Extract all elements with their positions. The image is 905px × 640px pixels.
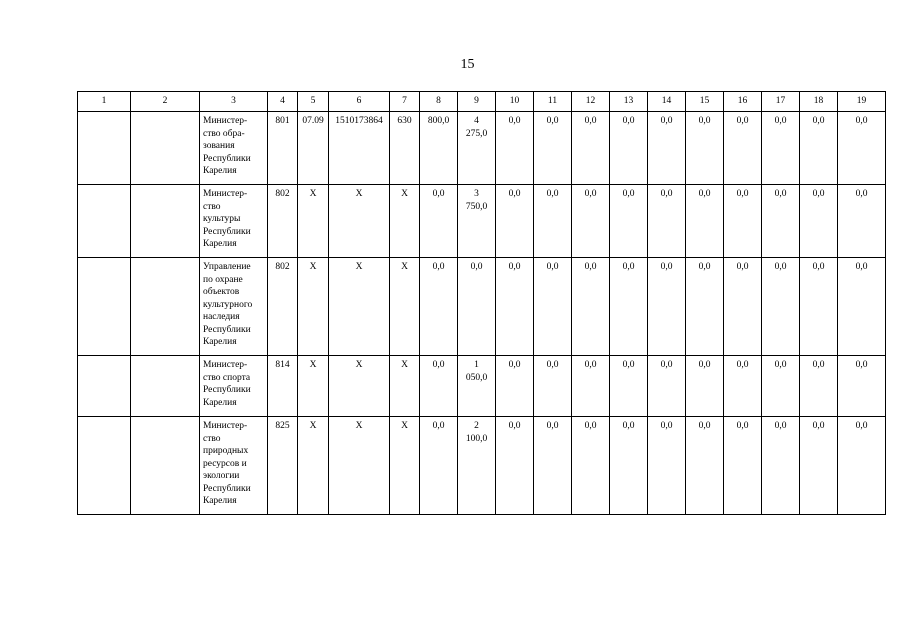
amount-cell: 4 275,0 <box>458 112 496 185</box>
value-cell: 0,0 <box>610 185 648 258</box>
value-cell: 0,0 <box>648 417 686 515</box>
value-cell: 0,0 <box>838 356 886 417</box>
value-cell: 0,0 <box>534 258 572 356</box>
amount-cell: 3 750,0 <box>458 185 496 258</box>
value-cell: 0,0 <box>648 356 686 417</box>
table-row <box>78 112 886 185</box>
value-cell: 0,0 <box>534 417 572 515</box>
value-cell: 0,0 <box>572 185 610 258</box>
amount-cell: 0,0 <box>420 356 458 417</box>
value-cell: 0,0 <box>572 258 610 356</box>
column-header: 6 <box>329 92 390 112</box>
target-article-cell: 1510173864 <box>329 112 390 185</box>
value-cell: 0,0 <box>800 356 838 417</box>
value-cell: 0,0 <box>648 185 686 258</box>
table-row <box>78 185 886 258</box>
value-cell: 0,0 <box>534 185 572 258</box>
value-cell: 0,0 <box>648 258 686 356</box>
value-cell: 0,0 <box>762 417 800 515</box>
expense-type-cell: Х <box>390 185 420 258</box>
column-header: 15 <box>686 92 724 112</box>
value-cell: 0,0 <box>572 417 610 515</box>
header-row <box>78 92 886 112</box>
column-header: 3 <box>200 92 268 112</box>
code-cell: 802 <box>268 185 298 258</box>
value-cell: 0,0 <box>762 258 800 356</box>
col-1-cell <box>78 185 131 258</box>
amount-cell: 0,0 <box>420 185 458 258</box>
table-row <box>78 258 886 356</box>
col-2-cell <box>131 185 200 258</box>
code-cell: 802 <box>268 258 298 356</box>
recipient-name-cell: Управление по охране объектов культурного наследия Республики Карелия <box>200 258 268 356</box>
column-header: 12 <box>572 92 610 112</box>
page-number: 15 <box>460 57 475 72</box>
column-header: 14 <box>648 92 686 112</box>
value-cell: 0,0 <box>724 112 762 185</box>
section-cell: 07.09 <box>298 112 329 185</box>
col-2-cell <box>131 112 200 185</box>
value-cell: 0,0 <box>496 258 534 356</box>
section-cell: Х <box>298 185 329 258</box>
section-cell: Х <box>298 258 329 356</box>
value-cell: 0,0 <box>686 185 724 258</box>
column-header: 9 <box>458 92 496 112</box>
expense-type-cell: Х <box>390 417 420 515</box>
value-cell: 0,0 <box>724 258 762 356</box>
target-article-cell: Х <box>329 258 390 356</box>
col-2-cell <box>131 258 200 356</box>
value-cell: 0,0 <box>724 356 762 417</box>
value-cell: 0,0 <box>724 417 762 515</box>
expense-type-cell: Х <box>390 356 420 417</box>
value-cell: 0,0 <box>686 417 724 515</box>
column-header: 13 <box>610 92 648 112</box>
expense-type-cell: 630 <box>390 112 420 185</box>
recipient-name-cell: Министер- ство природных ресурсов и экологии Республики Карелия <box>200 417 268 515</box>
value-cell: 0,0 <box>762 112 800 185</box>
column-header: 8 <box>420 92 458 112</box>
value-cell: 0,0 <box>496 185 534 258</box>
value-cell: 0,0 <box>800 112 838 185</box>
column-header: 18 <box>800 92 838 112</box>
table-body <box>78 112 886 515</box>
value-cell: 0,0 <box>534 112 572 185</box>
value-cell: 0,0 <box>496 417 534 515</box>
amount-cell: 0,0 <box>458 258 496 356</box>
value-cell: 0,0 <box>800 258 838 356</box>
value-cell: 0,0 <box>572 356 610 417</box>
value-cell: 0,0 <box>496 112 534 185</box>
column-header: 11 <box>534 92 572 112</box>
table-row <box>78 417 886 515</box>
col-1-cell <box>78 258 131 356</box>
code-cell: 801 <box>268 112 298 185</box>
column-header: 5 <box>298 92 329 112</box>
value-cell: 0,0 <box>610 112 648 185</box>
code-cell: 814 <box>268 356 298 417</box>
col-1-cell <box>78 356 131 417</box>
value-cell: 0,0 <box>610 356 648 417</box>
column-header: 7 <box>390 92 420 112</box>
column-header: 17 <box>762 92 800 112</box>
value-cell: 0,0 <box>534 356 572 417</box>
value-cell: 0,0 <box>762 356 800 417</box>
value-cell: 0,0 <box>686 356 724 417</box>
value-cell: 0,0 <box>686 112 724 185</box>
recipient-name-cell: Министер- ство спорта Республики Карелия <box>200 356 268 417</box>
amount-cell: 1 050,0 <box>458 356 496 417</box>
value-cell: 0,0 <box>838 112 886 185</box>
value-cell: 0,0 <box>800 417 838 515</box>
column-header: 1 <box>78 92 131 112</box>
column-header: 2 <box>131 92 200 112</box>
target-article-cell: Х <box>329 185 390 258</box>
value-cell: 0,0 <box>838 185 886 258</box>
recipient-name-cell: Министер- ство культуры Республики Карелия <box>200 185 268 258</box>
value-cell: 0,0 <box>838 258 886 356</box>
column-header: 19 <box>838 92 886 112</box>
amount-cell: 0,0 <box>420 258 458 356</box>
col-1-cell <box>78 417 131 515</box>
value-cell: 0,0 <box>572 112 610 185</box>
value-cell: 0,0 <box>724 185 762 258</box>
amount-cell: 2 100,0 <box>458 417 496 515</box>
column-header: 10 <box>496 92 534 112</box>
section-cell: Х <box>298 417 329 515</box>
value-cell: 0,0 <box>610 417 648 515</box>
col-2-cell <box>131 417 200 515</box>
budget-table <box>77 91 886 515</box>
recipient-name-cell: Министер- ство обра- зования Республики Карелия <box>200 112 268 185</box>
value-cell: 0,0 <box>686 258 724 356</box>
col-1-cell <box>78 112 131 185</box>
table-row <box>78 356 886 417</box>
code-cell: 825 <box>268 417 298 515</box>
target-article-cell: Х <box>329 356 390 417</box>
column-header: 16 <box>724 92 762 112</box>
amount-cell: 0,0 <box>420 417 458 515</box>
value-cell: 0,0 <box>610 258 648 356</box>
value-cell: 0,0 <box>496 356 534 417</box>
col-2-cell <box>131 356 200 417</box>
expense-type-cell: Х <box>390 258 420 356</box>
value-cell: 0,0 <box>800 185 838 258</box>
value-cell: 0,0 <box>648 112 686 185</box>
target-article-cell: Х <box>329 417 390 515</box>
value-cell: 0,0 <box>762 185 800 258</box>
value-cell: 0,0 <box>838 417 886 515</box>
amount-cell: 800,0 <box>420 112 458 185</box>
column-header: 4 <box>268 92 298 112</box>
section-cell: Х <box>298 356 329 417</box>
